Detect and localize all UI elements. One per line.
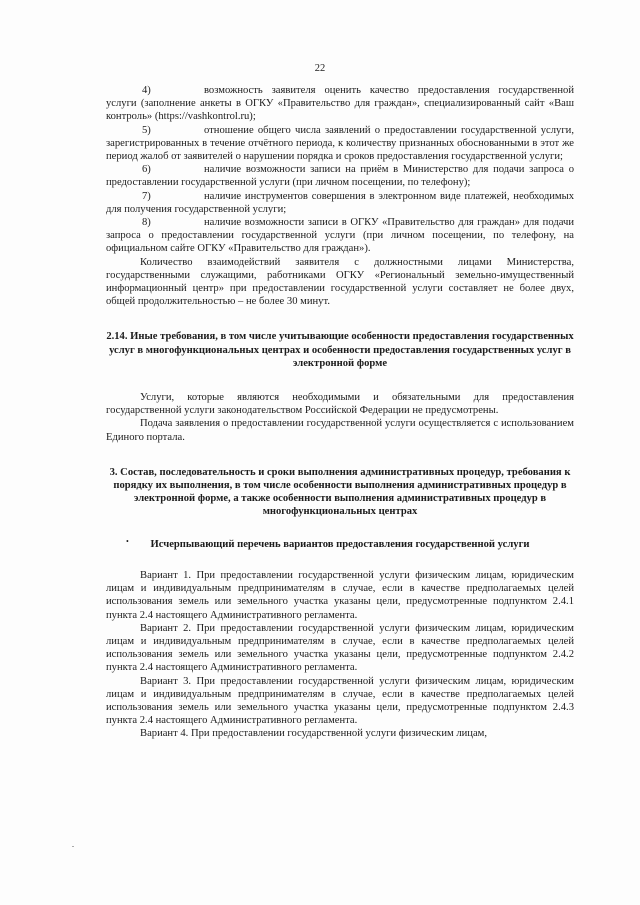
list-item xyxy=(106,216,574,256)
variant-paragraph: Вариант 2. При предоставлении государственной услуги физическим лицам, юридическим лицам и индивидуальным предпринимателям в случае, если в качестве предполагаемых целей использования земель или земельного участка указаны цели, предусмотренные подпунктом 2.4.2 пункта 2.4 настоящего Административного регламента. xyxy=(106,622,574,674)
document-body xyxy=(106,84,574,741)
section-2-14-heading: 2.14. Иные требования, в том числе учитывающие особенности предоставления государственных услуг в многофункциональных центрах и особенности предоставления государственных услуг в электронной форме xyxy=(106,331,574,369)
list-item xyxy=(106,124,574,164)
list-item-text: отношение общего числа заявлений о предоставлении государственной услуги, зарегистрированных в течение отчётного периода, к количеству признанных обоснованными в этот же период жалоб от заявителей о нарушении порядка и сроков предоставления государственной услуги; xyxy=(106,124,574,163)
list-item-text: наличие возможности записи на приём в Министерство для подачи запроса о предоставлении государственной услуги (при личном посещении, по телефону); xyxy=(106,164,574,189)
list-item-text: возможность заявителя оценить качество предоставления государственной услуги (заполнение анкеты в ОГКУ «Правительство для граждан», специализированный сайт «Ваш контроль» (https://vashkontrol.ru); xyxy=(106,85,574,123)
list-item xyxy=(106,163,574,189)
page-number: 22 xyxy=(314,63,326,74)
list-item xyxy=(106,84,574,124)
stray-mark: • xyxy=(126,537,129,546)
variant-paragraph: Вариант 4. При предоставлении государственной услуги физическим лицам, xyxy=(140,728,488,740)
variant-paragraph: Вариант 1. При предоставлении государственной услуги физическим лицам, юридическим лицам и индивидуальным предпринимателям в случае, если в качестве предполагаемых целей использования земель или земельного участка указаны цели, предусмотренные подпунктом 2.4.1 пункта 2.4 настоящего Административного регламента. xyxy=(106,569,574,621)
list-item-text: наличие возможности записи в ОГКУ «Правительство для граждан» для подачи запроса о предоставлении государственной услуги (при личном посещении, по телефону, на официальном сайте ОГКУ «Правительство для граждан»). xyxy=(106,217,574,255)
margin-mark xyxy=(72,846,74,847)
list-item-number: 6) xyxy=(142,164,151,176)
variant-paragraph: Вариант 3. При предоставлении государственной услуги физическим лицам, юридическим лицам и индивидуальным предпринимателям в случае, если в качестве предполагаемых целей использования земель или земельного участка указаны цели, предусмотренные подпунктом 2.4.3 пункта 2.4 настоящего Административного регламента. xyxy=(106,675,574,727)
paragraph: Подача заявления о предоставлении государственной услуги осуществляется с использованием Единого портала. xyxy=(106,418,574,443)
indicator-list xyxy=(106,84,574,256)
list-item-number: 8) xyxy=(142,217,151,229)
paragraph: Услуги, которые являются необходимыми и обязательными для предоставления государственной услуги законодательством Российской Федерации не предусмотрены. xyxy=(106,392,574,417)
list-item-text: наличие инструментов совершения в электронном виде платежей, необходимых для получения государственной услуги; xyxy=(106,190,574,215)
list-item xyxy=(106,190,574,216)
variants-subheading: Исчерпывающий перечень вариантов предоставления государственной услуги xyxy=(150,538,530,550)
section-3-heading: 3. Состав, последовательность и сроки выполнения административных процедур, требования к порядку их выполнения, в том числе особенности выполнения административных процедур в электронной форме, а также особенности выполнения административных процедур в многофункциональных центрах xyxy=(109,466,571,518)
list-item-number: 5) xyxy=(142,124,151,136)
interaction-paragraph: Количество взаимодействий заявителя с должностными лицами Министерства, государственными служащими, работниками ОГКУ «Региональный земельно-имущественный информационный центр» при предоставлении государственной услуги составляет не более двух, общей продолжительностью – не более 30 минут. xyxy=(106,256,574,308)
list-item-number: 4) xyxy=(142,85,151,96)
list-item-number: 7) xyxy=(142,190,151,202)
